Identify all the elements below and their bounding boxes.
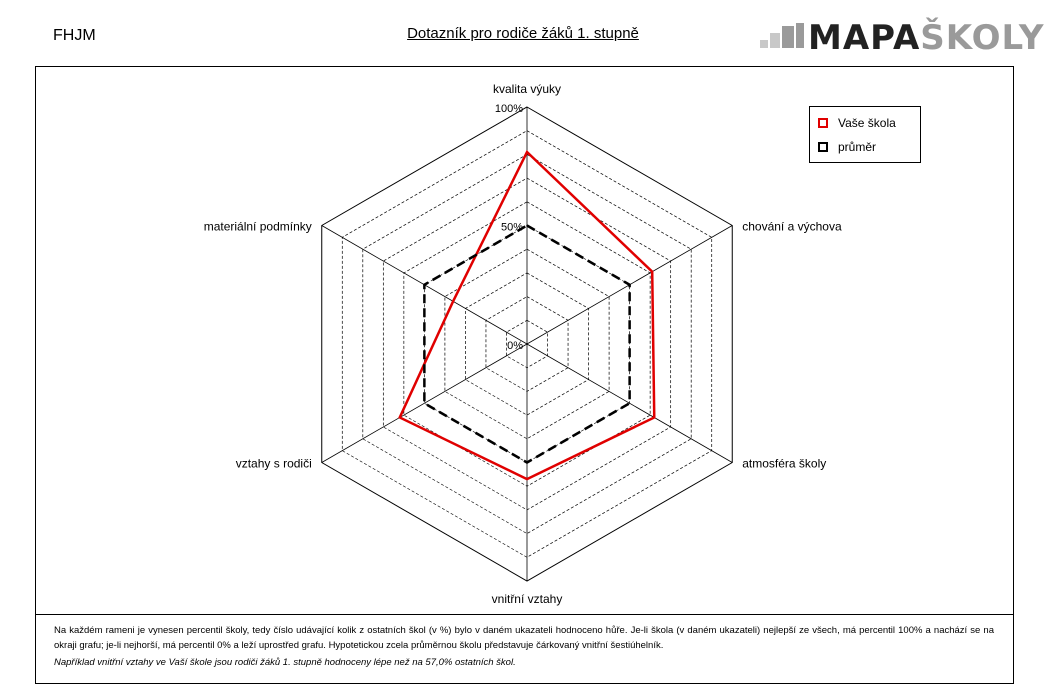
footer-example: Například vnitřní vztahy ve Vaší škole jsou rodiči žáků 1. stupně hodnoceny lépe než na 57,0% ostatních škol. bbox=[54, 657, 516, 668]
tick-label: 50% bbox=[500, 221, 523, 234]
footer-description: Na každém rameni je vynesen percentil školy, tedy číslo udávající kolik z ostatních škol (v %) bylo v daném ukazateli hodnoceno hůře. Je-li škola (v daném ukazateli) nejlepší ze všech, má percentil 100% a nachází se na okraji grafu; je-li nejhorší, má percentil 0% a leží uprostřed grafu. Hypotetickou zcela průměrnou školu představuje čárkovaný vnitřní šestiúhelník. bbox=[54, 625, 994, 651]
chart-footer bbox=[54, 623, 994, 670]
axis-label: vztahy s rodiči bbox=[235, 456, 312, 471]
chart-frame bbox=[35, 66, 1014, 684]
tick-label: 100% bbox=[494, 103, 523, 115]
chart-legend bbox=[809, 106, 921, 163]
footer-divider bbox=[36, 614, 1013, 615]
logo-text-mapa: MAPA bbox=[808, 18, 921, 58]
legend-label-school: Vaše škola bbox=[838, 116, 896, 130]
mapa-skoly-logo bbox=[760, 18, 1045, 58]
legend-label-average: průměr bbox=[838, 140, 877, 154]
logo-text-skoly: ŠKOLY bbox=[920, 18, 1045, 58]
axis-label: chování a výchova bbox=[742, 219, 842, 234]
legend-swatch-school bbox=[818, 118, 828, 128]
axis-label: materiální podmínky bbox=[203, 219, 312, 234]
axis-label: vnitřní vztahy bbox=[491, 592, 563, 606]
legend-item-school bbox=[818, 115, 896, 131]
legend-swatch-average bbox=[818, 142, 828, 152]
axis-label: kvalita výuky bbox=[492, 82, 562, 96]
school-code: FHJM bbox=[53, 27, 96, 44]
tick-label: 0% bbox=[507, 340, 523, 352]
axis-label: atmosféra školy bbox=[742, 456, 827, 471]
legend-item-average bbox=[818, 139, 876, 155]
page-title: Dotazník pro rodiče žáků 1. stupně bbox=[407, 25, 639, 42]
